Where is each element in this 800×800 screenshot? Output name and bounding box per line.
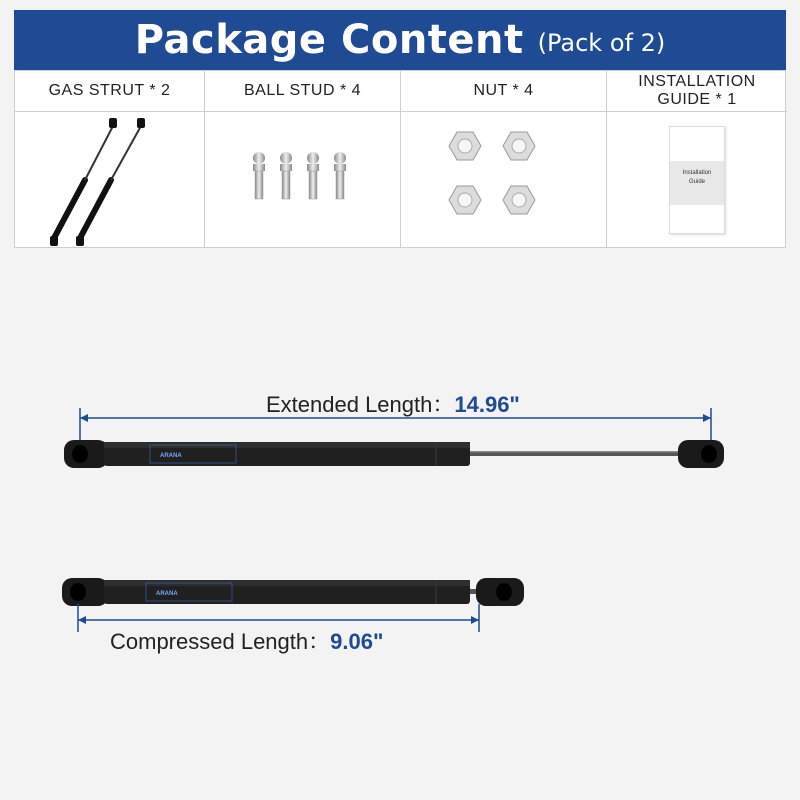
gas-strut-column <box>15 71 205 247</box>
ball-studs-image <box>205 112 401 248</box>
guide-booklet-title: Installation Guide <box>682 170 712 185</box>
compressed-length-label: Compressed Length： <box>110 629 331 654</box>
extended-length-value: 14.96" <box>454 392 520 417</box>
strut-brand-label: ARANA <box>160 453 182 459</box>
extended-gas-strut <box>64 440 724 468</box>
installation-guide-column <box>607 71 787 247</box>
nuts-image <box>401 112 607 248</box>
ball-stud-icon <box>307 152 319 199</box>
package-contents-table <box>14 70 786 248</box>
compressed-gas-strut <box>62 578 524 606</box>
nut-icon <box>449 132 481 160</box>
package-content-banner <box>14 10 786 70</box>
ball-stud-icon <box>280 152 292 199</box>
installation-guide-booklet <box>669 126 725 234</box>
compressed-length-caption <box>110 625 383 656</box>
nut-column <box>401 71 607 247</box>
installation-guide-label: INSTALLATION GUIDE * 1 <box>607 71 787 112</box>
nut-icon <box>503 186 535 214</box>
ball-stud-label: BALL STUD * 4 <box>205 71 400 112</box>
extended-length-caption <box>266 388 520 419</box>
nut-label: NUT * 4 <box>401 71 606 112</box>
nut-icon <box>503 132 535 160</box>
page-title: Package Content <box>134 17 524 63</box>
ball-stud-icon <box>334 152 346 199</box>
strut-brand-label: ARANA <box>156 591 178 597</box>
pack-count-subtitle: (Pack of 2) <box>537 29 666 57</box>
gas-strut-label: GAS STRUT * 2 <box>15 71 204 112</box>
compressed-length-value: 9.06" <box>330 629 384 654</box>
ball-stud-column <box>205 71 401 247</box>
gas-struts-image <box>15 112 205 248</box>
nut-icon <box>449 186 481 214</box>
extended-length-label: Extended Length： <box>266 392 455 417</box>
ball-stud-icon <box>253 152 265 199</box>
